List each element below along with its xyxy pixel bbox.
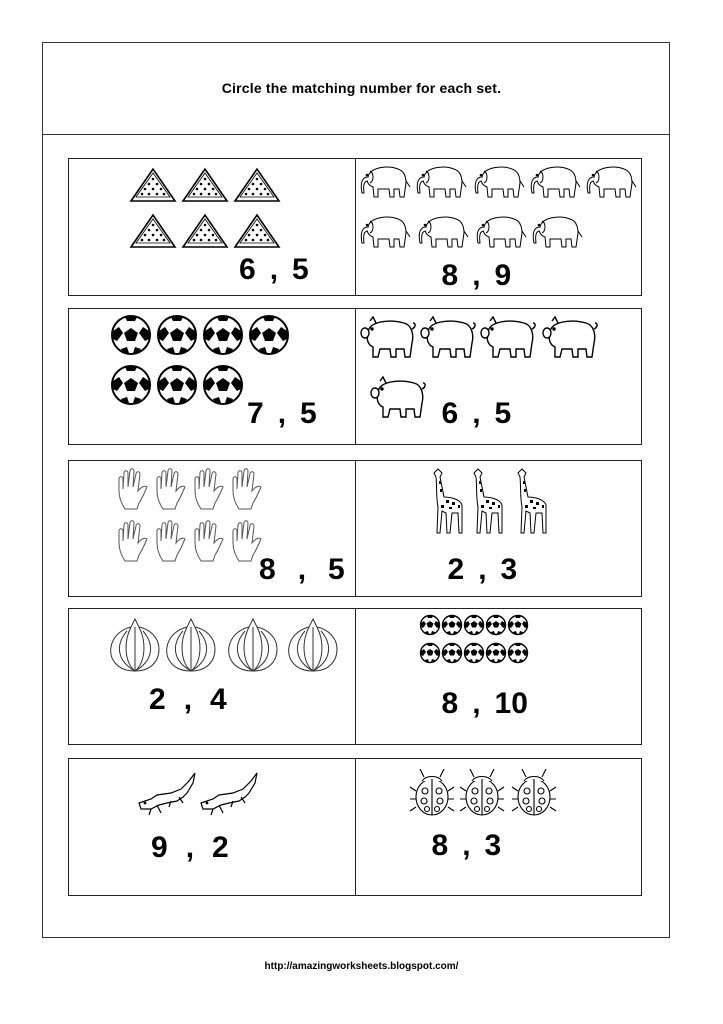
exercise-cell-hands <box>69 461 355 596</box>
answer-options: 8 , 10 <box>441 687 528 720</box>
option-a[interactable]: 8 <box>441 259 459 292</box>
source-url[interactable]: http://amazingworksheets.blogspot.com/ <box>264 961 459 972</box>
option-b[interactable]: 5 <box>328 553 345 586</box>
exercise-row-4 <box>68 608 642 745</box>
option-a[interactable]: 8 <box>259 553 276 586</box>
option-a[interactable]: 2 <box>149 683 166 716</box>
hand-group <box>113 465 273 565</box>
exercise-cell-soccer-balls <box>69 309 355 444</box>
exercise-cell-ladybugs <box>355 759 642 895</box>
watermelon-group <box>125 163 285 259</box>
option-b[interactable]: 4 <box>210 683 227 716</box>
exercise-row-3 <box>68 460 642 597</box>
option-b[interactable]: 2 <box>212 831 229 864</box>
exercise-row-5 <box>68 758 642 896</box>
exercise-cell-small-balls <box>355 609 642 744</box>
option-b[interactable]: 5 <box>300 397 317 430</box>
exercise-cell-watermelons <box>69 159 355 295</box>
option-b[interactable]: 10 <box>494 687 528 720</box>
answer-options: 8 , 3 <box>431 829 502 862</box>
worksheet-instruction: Circle the matching number for each set. <box>221 80 502 96</box>
option-a[interactable]: 6 <box>239 253 256 286</box>
elephant-group <box>356 161 641 259</box>
exercise-row-1 <box>68 158 642 296</box>
crocodile-group <box>135 767 265 823</box>
exercise-cell-elephants <box>355 159 642 295</box>
option-a[interactable]: 2 <box>447 553 465 586</box>
option-a[interactable]: 8 <box>441 687 459 720</box>
answer-options: 9 , 2 <box>151 831 229 864</box>
answer-options: 6 , 5 <box>441 397 512 430</box>
answer-options: 7 , 5 <box>247 397 317 430</box>
soccer-ball-small-group <box>418 613 534 667</box>
exercise-cell-crocodiles <box>69 759 355 895</box>
option-b[interactable]: 5 <box>494 397 512 430</box>
option-b[interactable]: 3 <box>500 553 518 586</box>
answer-options: 8 , 5 <box>259 553 345 586</box>
answer-options: 8 , 9 <box>441 259 512 292</box>
option-a[interactable]: 7 <box>247 397 264 430</box>
giraffe-group <box>428 465 558 535</box>
option-a[interactable]: 9 <box>151 831 168 864</box>
option-b[interactable]: 3 <box>484 829 502 862</box>
soccer-ball-group <box>109 313 299 407</box>
onion-group <box>105 613 345 677</box>
exercise-row-2 <box>68 308 642 445</box>
answer-options: 2 , 4 <box>149 683 227 716</box>
exercise-cell-onions <box>69 609 355 744</box>
exercise-cell-pigs <box>355 309 642 444</box>
option-a[interactable]: 6 <box>441 397 459 430</box>
ladybug-group <box>406 765 566 823</box>
option-a[interactable]: 8 <box>431 829 449 862</box>
answer-options: 6 , 5 <box>239 253 309 286</box>
exercise-cell-giraffes <box>355 461 642 596</box>
option-b[interactable]: 5 <box>292 253 309 286</box>
answer-options: 2 , 3 <box>447 553 518 586</box>
option-b[interactable]: 9 <box>494 259 512 292</box>
